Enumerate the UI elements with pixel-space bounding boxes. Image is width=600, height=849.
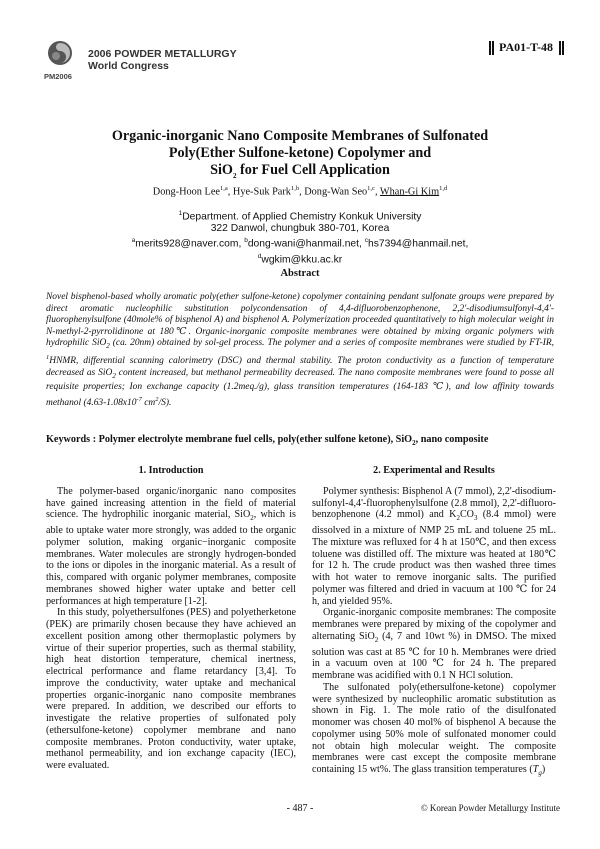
paper-id (489, 40, 564, 55)
copyright: © Korean Powder Metallurgy Institute (420, 803, 560, 813)
keywords-k2: , nano composite (415, 434, 489, 445)
title-line3-pre: SiO (210, 162, 233, 178)
intro-heading: 1. Introduction (138, 465, 204, 476)
abstract-t4: content increased, but methanol permeability decreased. The nano composite membranes were found to posse all requisite properties; Ion exchange capacity (1.2meq./g), glass transition temperatures (164-183 ℃), and low affinity towards methanol (4.63-1.08x10 (46, 368, 554, 409)
email-d: wgkim@kku.ac.kr (261, 254, 343, 266)
affiliation-address: 322 Danwol, chungbuk 380-701, Korea (210, 223, 390, 235)
logo-text: PM2006 (44, 72, 72, 81)
author-3: , Dong-Wan Seo (299, 186, 368, 198)
affiliation-emails (40, 235, 560, 250)
experimental-section (312, 465, 556, 780)
conference-name (88, 48, 237, 72)
abstract-t2: (ca. 20nm) obtained by sol-gel process. The polymer and a series of composite membranes were studied by FT-IR, (109, 338, 554, 348)
abstract-t3-sub: 2 (112, 371, 116, 380)
abstract-t5-sup: 2 (155, 395, 159, 403)
intro-p1b: , which is able to uptake water more strongly, was added to the organic polymer solution, making organic−inorganic composite membranes. Water molecules are strongly hydrogen-bonded to the ions or dipoles in the inorganic material. As a result of this, compared with organic polymer membranes, composite membranes showed higher water uptake and better cell performances at high temperature [1-2]. (46, 509, 296, 607)
intro-paragraph-2: In this study, polyethersulfones (PES) and polyetherketone (PEK) are primarily chosen because they have achieved an excellent position among other thermoplastic polymers by virtue of their superior properties, such as thermal stability, high heat distortion temperature, chemical inertness, electrical performance and flame retardancy [3,4]. To improve the conductivity, water uptake and mechanical properties organic-inorganic nano composite membranes were prepared. In addition, we described our efforts to investigate the relative properties of sulfonated poly (ethersulfone-ketone) copolymer membrane and nano composite membranes. Proton conductivity, water uptake, methanol permeability, and ion exchange capacity (IEC), were evaluated. (46, 607, 296, 772)
experimental-paragraph-2 (312, 607, 556, 682)
intro-paragraph-1 (46, 486, 296, 608)
experimental-paragraph-1 (312, 486, 556, 608)
exp-p3-end: ) (541, 764, 546, 776)
intro-section (46, 465, 296, 772)
title-line3 (40, 162, 560, 185)
dept-text: Department. of Applied Chemistry Konkuk University (182, 211, 422, 223)
abstract-t2-sup: 1 (46, 354, 50, 362)
keywords-k1-sub: 2 (412, 439, 416, 448)
conference-line1: 2006 POWDER METALLURGY (88, 48, 237, 60)
author-1: Dong-Hoon Lee (152, 186, 220, 198)
email-d-sup: d (257, 252, 262, 260)
abstract-t5: cm (141, 398, 156, 409)
author-separator: , (374, 186, 380, 198)
dept-sup: 1 (178, 210, 183, 217)
affiliation-email-d (40, 251, 560, 266)
abstract-t1-sub: 2 (106, 341, 110, 350)
email-b: dong-wani@hanmail.net, (247, 238, 365, 250)
abstract-text (46, 292, 554, 410)
keywords (46, 434, 566, 447)
abstract-t1: Novel bisphenol-based wholly aromatic poly(ether sulfone-ketone) copolymer containing pendant sulfonate groups were prepared by direct aromatic nucleophilic substitution polycondensation of 4,4-difluorobenzophenone, 2,2'-disodiumsulfonyl-4,4'-fluorophenylsulfone (40mole% of bisphenol A) and bisphenol A. Polymerization proceeded quantitatively to high molecular weight in N-methyl-2-pyrrolidinone at 180℃. Organic-inorganic composite membranes were obtained by mixing organic polymers with hydrophilic SiO (46, 292, 554, 348)
conference-line2: World Congress (88, 60, 169, 72)
author-2-sup: 1,b (290, 185, 300, 192)
exp-p1b: CO (459, 509, 474, 521)
intro-p1a: The polymer-based organic/inorganic nano composites have gained increasing attention in the field of material science. The hydrophilic inorganic material, SiO (46, 485, 296, 521)
exp-p3-tg: T (532, 764, 539, 776)
bars-left-icon (489, 41, 491, 55)
email-a-sup: a (131, 237, 136, 245)
exp-p1c: (8.4 mmol) were dissolved in a mixture of NMP 25 mL and toluene 25 mL. The mixture was refluxed for 4 h at 150℃, and then excess toluene was distilled off. The mixture was heated at 180℃ for 12 h. The crude product was then washed three times with hot water to remove inorganic salts. The purified polymer was filtered and dried in vacuum at 100 ℃ for 24 h, and yielded 95%. (312, 509, 557, 607)
title-line2: Poly(Ether Sulfone-ketone) Copolymer and (168, 145, 432, 161)
keywords-k1: Keywords : Polymer electrolyte membrane fuel cells, poly(ether sulfone ketone), SiO (46, 434, 413, 445)
bars-right-icon (559, 41, 561, 55)
email-c-sup: c (364, 237, 368, 245)
email-b-sup: b (244, 237, 248, 245)
exp-p1b-sub: 3 (473, 514, 478, 523)
author-list (40, 185, 560, 197)
abstract-t4-sup: -7 (136, 395, 142, 403)
experimental-heading: 2. Experimental and Results (373, 465, 495, 476)
title-line3-post: for Fuel Cell Application (236, 162, 390, 178)
title-line3-sub: 2 (232, 171, 237, 180)
exp-p3-tg-sub: g (538, 769, 542, 778)
exp-p3: The sulfonated poly(ethersulfone-ketone) copolymer were synthesized by nucleophilic aromatic substitution as shown in Fig. 1. The mole ratio of the disulfonated monomer was chosen 40 mol% of bisphenol A because the copolymer using 50% mole of sulfonated monomer could not obtain high molecular weight. The composite membranes were cast except the composite membrane containing 15 wt%. The glass transition temperatures ( (312, 681, 556, 776)
intro-p1a-sub: 2 (250, 514, 254, 523)
abstract-t3: HNMR, differential scanning calorimetry (DSC) and thermal stability. The proton conductivity as a function of temperature decreased as SiO (46, 356, 554, 379)
exp-p2-sub: 2 (374, 635, 379, 644)
exp-p2: Organic-inorganic composite membranes: The composite membranes were prepared by mixing of the copolymer and alternating SiO (312, 607, 556, 642)
abstract-t6: /S). (158, 398, 172, 409)
email-c: hs7394@hanmail.net, (367, 238, 469, 250)
page-number: - 487 - (286, 803, 314, 814)
experimental-paragraph-3 (312, 682, 556, 780)
exp-p2b: (4, 7 and 10wt %) in DMSO. The mixed solution was cast at 85 ℃ for 10 h. Membranes were dried in a vacuum oven at 100 ℃ for 24 h. The prepared membrane was acidified with 0.1 N HCl solution. (312, 630, 556, 682)
paper-title (40, 128, 560, 185)
author-4-sup: 1,d (439, 185, 448, 192)
affiliation-dept (40, 208, 560, 223)
exp-p1a: Polymer synthesis: Bisphenol A (7 mmol), 2,2'-disodium-sulfonyl-4,4'-fluorophenylsulfone (2.8 mmol), 2,2'-difluoro-benzophenone (4.2 mmol) and K (312, 485, 556, 521)
paper-id-text: PA01-T-48 (499, 40, 553, 54)
abstract-heading: Abstract (280, 268, 320, 279)
author-1-sup: 1,a (219, 185, 228, 192)
title-line1: Organic-inorganic Nano Composite Membranes of Sulfonated (111, 128, 489, 144)
author-4: Whan-Gi Kim (379, 186, 440, 198)
author-3-sup: 1,c (367, 185, 375, 192)
email-a: merits928@naver.com, (135, 238, 245, 250)
affiliation (40, 208, 560, 266)
author-2: , Hye-Suk Park (227, 186, 291, 198)
exp-p1a-sub: 2 (456, 514, 460, 523)
